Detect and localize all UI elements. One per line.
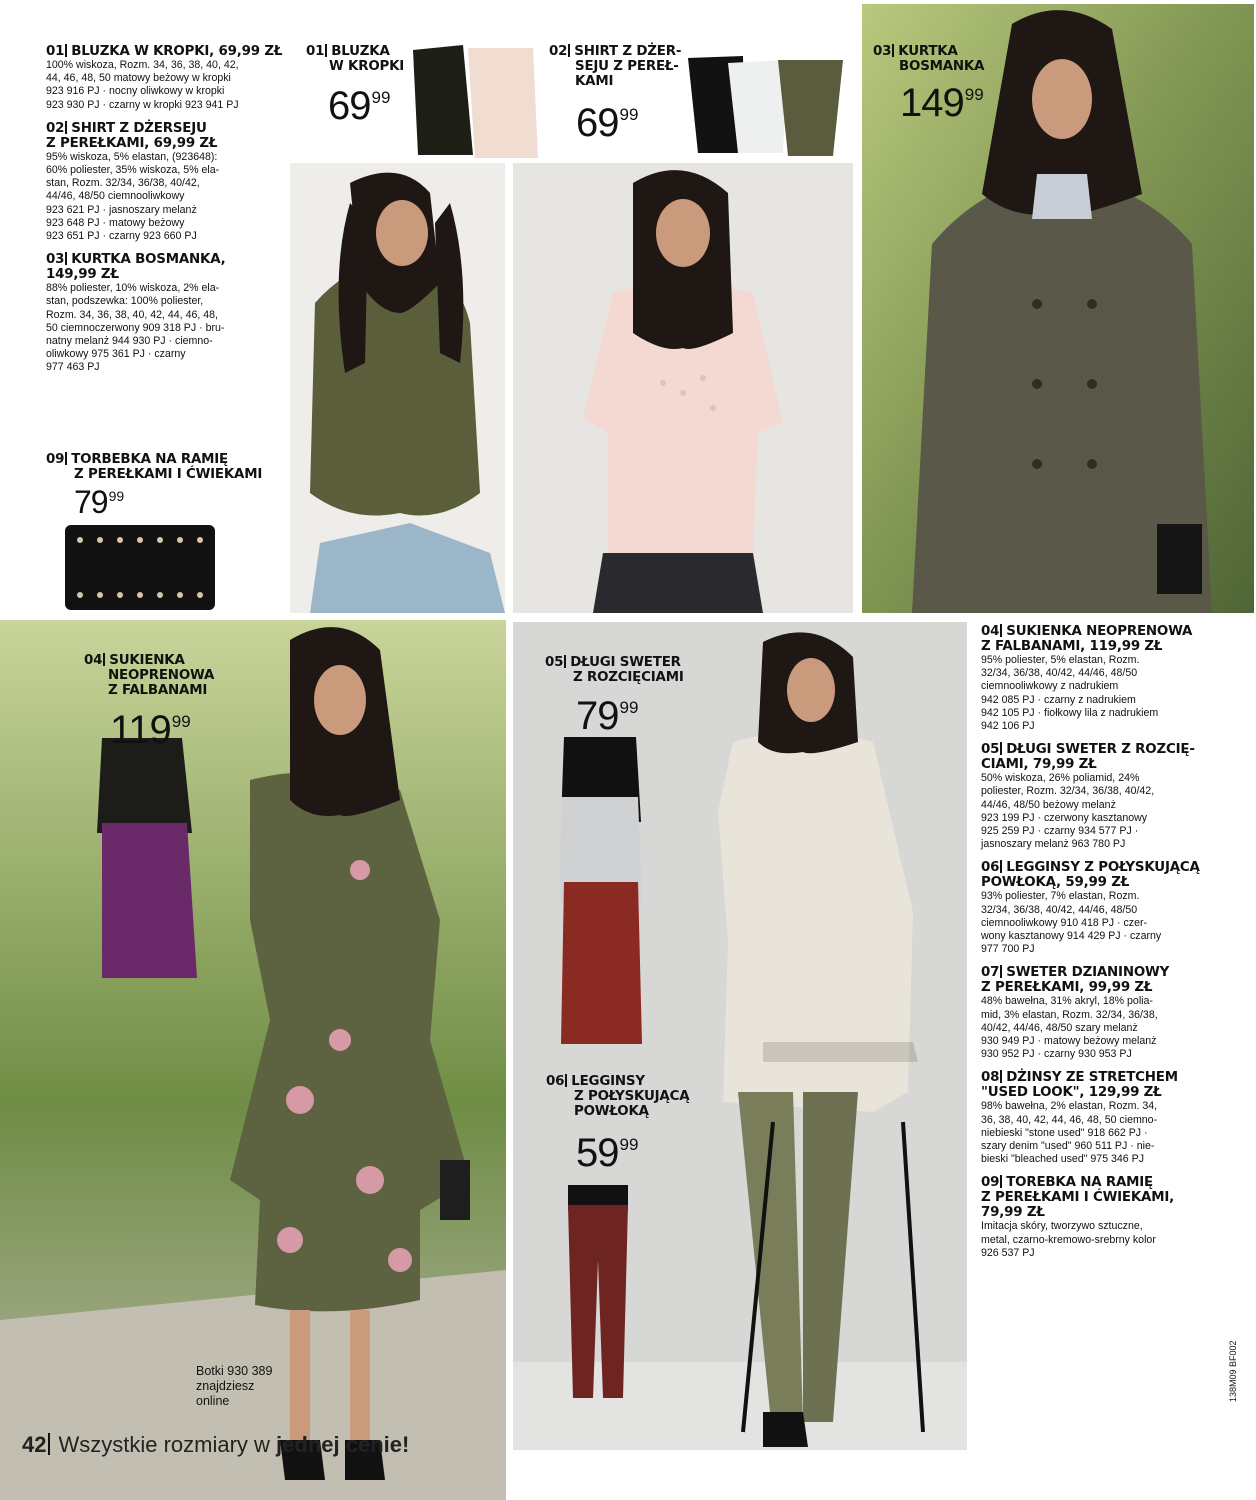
item-03-heading: 03 KURTKA BOSMANKA, xyxy=(46,252,226,268)
item-09-description: 09 TOREBKA NA RAMIĘ Z PEREŁKAMI I ĆWIEKAMI, 79,99 ZŁ Imitacja skóry, tworzywo sztuczne, metal, czarno-kremowo-srebrny kolor 926 537 PJ xyxy=(981,1175,1226,1260)
catalog-code: 138M09 BF002 xyxy=(1228,1340,1238,1402)
item-05-heading: 05 DŁUGI SWETER Z ROZCIĘ- xyxy=(981,742,1195,758)
item-09-heading: 09 TOREBKA NA RAMIĘ xyxy=(981,1175,1153,1191)
footer-text-bold: jednej cenie! xyxy=(276,1432,410,1457)
product-dress-cutouts xyxy=(92,733,207,983)
tag-06-leggings: 06 LEGGINSY Z POŁYSKUJĄCĄ POWŁOKĄ xyxy=(546,1074,690,1119)
tag-03-coat: 03 KURTKA BOSMANKA xyxy=(873,44,985,74)
price-09-handbag: 7999 xyxy=(74,484,125,520)
tag-09-handbag: 09 TORBEBKA NA RAMIĘ Z PEREŁKAMI I ĆWIEKAMI xyxy=(46,452,263,482)
price-01-blouse: 6999 xyxy=(328,84,391,128)
product-sweater-cutouts xyxy=(556,732,646,1047)
photo-pink-shirt-model xyxy=(513,163,853,613)
product-blouse-cutouts xyxy=(403,40,543,160)
product-handbag xyxy=(55,515,235,615)
tag-02-shirt: 02 SHIRT Z DŻER- SEJU Z PEREŁ- KAMI xyxy=(549,44,682,89)
item-01-heading: 01 BLUZKA W KROPKI, 69,99 ZŁ xyxy=(46,44,283,59)
item-07-heading: 07 SWETER DZIANINOWY xyxy=(981,965,1170,981)
boots-note: Botki 930 389 znajdziesz online xyxy=(196,1364,273,1408)
item-03-description: 03 KURTKA BOSMANKA, 149,99 ZŁ 88% poliester, 10% wiskoza, 2% ela- stan, podszewka: 100% poliester, Rozm. 34, 36, 38, 40, 42, 44, 46, 48, 50 ciemnoczerwony 909 318 PJ · bru- natny melanż 944 930 PJ · ciemno- oliwkowy 975 361 PJ · czarny 977 463 PJ xyxy=(46,252,286,374)
tag-04-dress: 04 SUKIENKA NEOPRENOWA Z FALBANAMI xyxy=(84,653,215,698)
price-03-coat: 14999 xyxy=(900,81,984,125)
page-footer xyxy=(22,1432,409,1458)
item-06-heading: 06 LEGGINSY Z POŁYSKUJĄCĄ xyxy=(981,860,1200,876)
item-04-heading: 04 SUKIENKA NEOPRENOWA xyxy=(981,624,1193,639)
right-description-column xyxy=(981,624,1226,1269)
price-05-sweater: 7999 xyxy=(576,694,639,738)
page-number: 42 xyxy=(22,1432,47,1457)
item-06-description: 06 LEGGINSY Z POŁYSKUJĄCĄ POWŁOKĄ, 59,99 ZŁ 93% poliester, 7% elastan, Rozm. 32/34, 36/38, 40/42, 44/46, 48/50 ciemnooliwkowy 910 418 PJ · czer- wony kasztanowy 914 429 PJ · czarny 977 700 PJ xyxy=(981,860,1226,956)
left-description-column xyxy=(46,44,286,384)
item-07-description: 07 SWETER DZIANINOWY Z PEREŁKAMI, 99,99 ZŁ 48% bawełna, 31% akryl, 18% polia- mid, 3% elastan, Rozm. 32/34, 36/38, 40/42, 44/46, 48/50 szary melanż 930 949 PJ · matowy beżowy melanż 930 952 PJ · czarny 930 953 PJ xyxy=(981,965,1226,1061)
item-02-description: 02 SHIRT Z DŻERSEJU Z PEREŁKAMI, 69,99 ZŁ 95% wiskoza, 5% elastan, (923648): 60% poliester, 35% wiskoza, 5% ela- stan, Rozm. 32/34, 36/38, 40/42, 44/46, 48/50 ciemnooliwkowy 923 621 PJ · jasnoszary melanż 923 648 PJ · matowy beżowy 923 651 PJ · czarny 923 660 PJ xyxy=(46,121,286,243)
price-04-dress: 11999 xyxy=(110,708,191,752)
item-08-description: 08 DŻINSY ZE STRETCHEM "USED LOOK", 129,99 ZŁ 98% bawełna, 2% elastan, Rozm. 34, 36, 38, 40, 42, 44, 46, 48, 50 ciemno- niebieski "stone used" 918 662 PJ · szary denim "used" 960 511 PJ · nie- bieski "bleached used" 975 346 PJ xyxy=(981,1070,1226,1166)
item-04-description: 04 SUKIENKA NEOPRENOWA Z FALBANAMI, 119,99 ZŁ 95% poliester, 5% elastan, Rozm. 32/34, 36/38, 40/42, 44/46, 48/50 ciemnooliwkowy z nadrukiem 942 085 PJ · czarny z nadrukiem 942 105 PJ · fiołkowy lila z nadrukiem 942 106 PJ xyxy=(981,624,1226,733)
item-05-description: 05 DŁUGI SWETER Z ROZCIĘ- CIAMI, 79,99 ZŁ 50% wiskoza, 26% poliamid, 24% poliester, Rozm. 32/34, 36/38, 40/42, 44/46, 48/50 beżowy melanż 923 199 PJ · czerwony kasztanowy 925 259 PJ · czarny 934 577 PJ · jasnoszary melanż 963 780 PJ xyxy=(981,742,1226,851)
item-02-heading: 02 SHIRT Z DŻERSEJU xyxy=(46,120,207,136)
photo-olive-blouse-model xyxy=(290,163,505,613)
product-shirt-cutouts xyxy=(683,48,848,160)
tag-05-sweater: 05 DŁUGI SWETER Z ROZCIĘCIAMI xyxy=(545,655,684,685)
footer-text: Wszystkie rozmiary w xyxy=(58,1432,277,1457)
tag-01-blouse: 01 BLUZKA W KROPKI xyxy=(306,44,405,74)
product-leggings-cutout xyxy=(563,1180,633,1400)
price-02-shirt: 6999 xyxy=(576,101,639,145)
price-06-leggings: 5999 xyxy=(576,1131,639,1175)
item-08-heading: 08 DŻINSY ZE STRETCHEM xyxy=(981,1070,1178,1086)
item-01-description: 01 BLUZKA W KROPKI, 69,99 ZŁ 100% wiskoza, Rozm. 34, 36, 38, 40, 42, 44, 46, 48, 50 matowy beżowy w kropki 923 916 PJ · nocny oliwkowy w kropki 923 930 PJ · czarny w kropki 923 941 PJ xyxy=(46,44,286,112)
